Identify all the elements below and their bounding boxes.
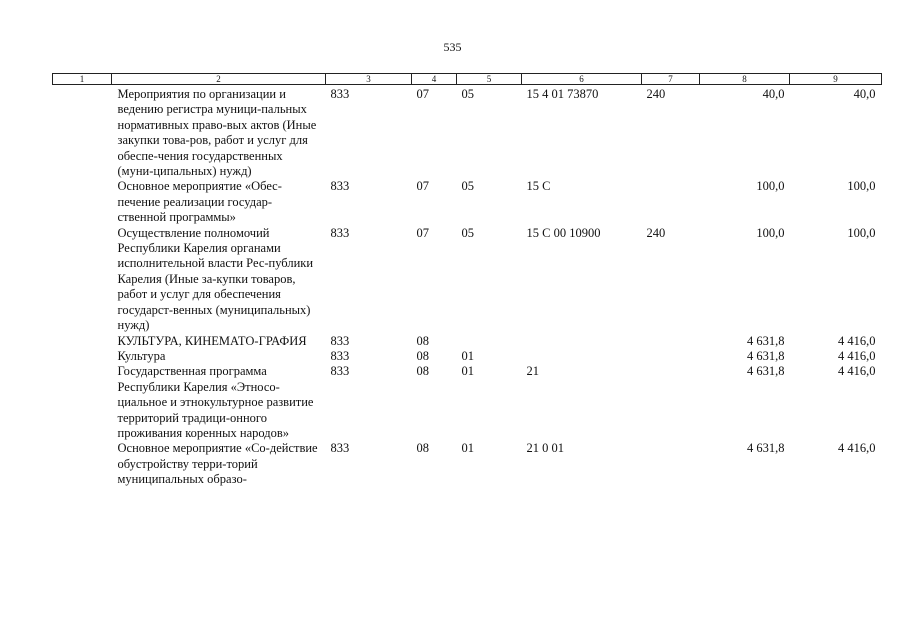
- row-target-article: 21 0 01: [526, 441, 564, 456]
- budget-table: [52, 73, 882, 488]
- row-subsection: 01: [461, 364, 474, 379]
- row-ministry: 833: [330, 348, 350, 363]
- table-header: [53, 74, 882, 85]
- row-sum-year1: 4 631,8: [747, 364, 785, 379]
- row-sum-year2: 40,0: [853, 87, 876, 101]
- row-empty-cell: [53, 85, 112, 180]
- row-section: 07: [416, 87, 429, 101]
- row-ministry: 833: [330, 364, 350, 379]
- column-header-9: 9: [790, 74, 882, 85]
- row-name: КУЛЬТУРА, КИНЕМАТО-ГРАФИЯ: [117, 333, 307, 348]
- row-ministry: 833: [330, 179, 350, 194]
- row-sum-year1: 100,0: [756, 225, 785, 240]
- table-row: [53, 334, 882, 349]
- page-number: 535: [443, 40, 462, 54]
- row-target-article: 15 С: [526, 179, 551, 194]
- row-sum-year2: 100,0: [847, 179, 876, 194]
- row-empty-cell: [53, 441, 112, 487]
- row-ministry: 833: [330, 87, 350, 101]
- table-row: [53, 441, 882, 487]
- table-row: [53, 85, 882, 180]
- row-name: Государственная программа Республики Карелия «Этносо-циальное и этнокультурное развитие территорий традици-онного проживания коренных народов»: [117, 364, 314, 440]
- row-ministry: 833: [330, 333, 350, 348]
- row-sum-year2: 4 416,0: [838, 441, 876, 456]
- row-target-article: 15 4 01 73870: [526, 87, 599, 101]
- row-subsection: 05: [461, 225, 474, 240]
- row-expense-type: [642, 364, 700, 441]
- column-number-row: [53, 74, 882, 85]
- table-row: [53, 349, 882, 364]
- column-header-5: 5: [457, 74, 522, 85]
- column-header-8: 8: [700, 74, 790, 85]
- row-section: 08: [416, 348, 429, 363]
- row-ministry: 833: [330, 441, 350, 456]
- row-section: 07: [416, 225, 429, 240]
- row-subsection: 01: [461, 441, 474, 456]
- row-sum-year1: 4 631,8: [747, 348, 785, 363]
- row-expense-type: [642, 349, 700, 364]
- table-row: [53, 364, 882, 441]
- row-empty-cell: [53, 364, 112, 441]
- row-expense-type: 240: [646, 225, 666, 240]
- column-header-2: 2: [112, 74, 326, 85]
- row-expense-type: [642, 179, 700, 225]
- row-section: 08: [416, 333, 429, 348]
- row-sum-year1: 4 631,8: [747, 441, 785, 456]
- row-section: 08: [416, 364, 429, 379]
- column-header-1: 1: [53, 74, 112, 85]
- row-sum-year1: 40,0: [762, 87, 785, 101]
- row-target-article: [522, 334, 642, 349]
- row-section: 07: [416, 179, 429, 194]
- row-name: Основное мероприятие «Со-действие обустройству терри-торий муниципальных образо-: [117, 441, 318, 487]
- row-ministry: 833: [330, 225, 350, 240]
- row-subsection: 05: [461, 179, 474, 194]
- row-sum-year2: 100,0: [847, 225, 876, 240]
- row-subsection: 01: [461, 348, 474, 363]
- row-empty-cell: [53, 226, 112, 334]
- row-sum-year2: 4 416,0: [838, 348, 876, 363]
- row-target-article: 21: [526, 364, 539, 379]
- row-expense-type: [642, 334, 700, 349]
- row-sum-year1: 100,0: [756, 179, 785, 194]
- row-target-article: 15 С 00 10900: [526, 225, 601, 240]
- row-expense-type: [642, 441, 700, 487]
- column-header-6: 6: [522, 74, 642, 85]
- column-header-4: 4: [412, 74, 457, 85]
- row-name: Мероприятия по организации и ведению регистра муници-пальных нормативных право-вых актов (Иные закупки това-ров, работ и услуг для обеспе-чения государственных (муни-ципальных) нужд): [117, 87, 317, 179]
- row-sum-year2: 4 416,0: [838, 364, 876, 379]
- table-row: [53, 226, 882, 334]
- row-subsection: [457, 334, 522, 349]
- row-empty-cell: [53, 334, 112, 349]
- row-name: Культура: [117, 348, 166, 363]
- column-header-3: 3: [326, 74, 412, 85]
- row-sum-year2: 4 416,0: [838, 333, 876, 348]
- row-expense-type: 240: [646, 87, 666, 101]
- row-empty-cell: [53, 349, 112, 364]
- table-body: [53, 85, 882, 488]
- row-name: Основное мероприятие «Обес-печение реализации государ-ственной программы»: [117, 179, 282, 225]
- table-row: [53, 179, 882, 225]
- column-header-7: 7: [642, 74, 700, 85]
- row-name: Осуществление полномочий Республики Карелия органами исполнительной власти Рес-публики Карелия (Иные за-купки товаров, работ и услуг для обеспечения государст-венных (муниципальных) нужд): [117, 225, 314, 333]
- row-subsection: 05: [461, 87, 474, 101]
- row-sum-year1: 4 631,8: [747, 333, 785, 348]
- row-target-article: [522, 349, 642, 364]
- row-section: 08: [416, 441, 429, 456]
- row-empty-cell: [53, 179, 112, 225]
